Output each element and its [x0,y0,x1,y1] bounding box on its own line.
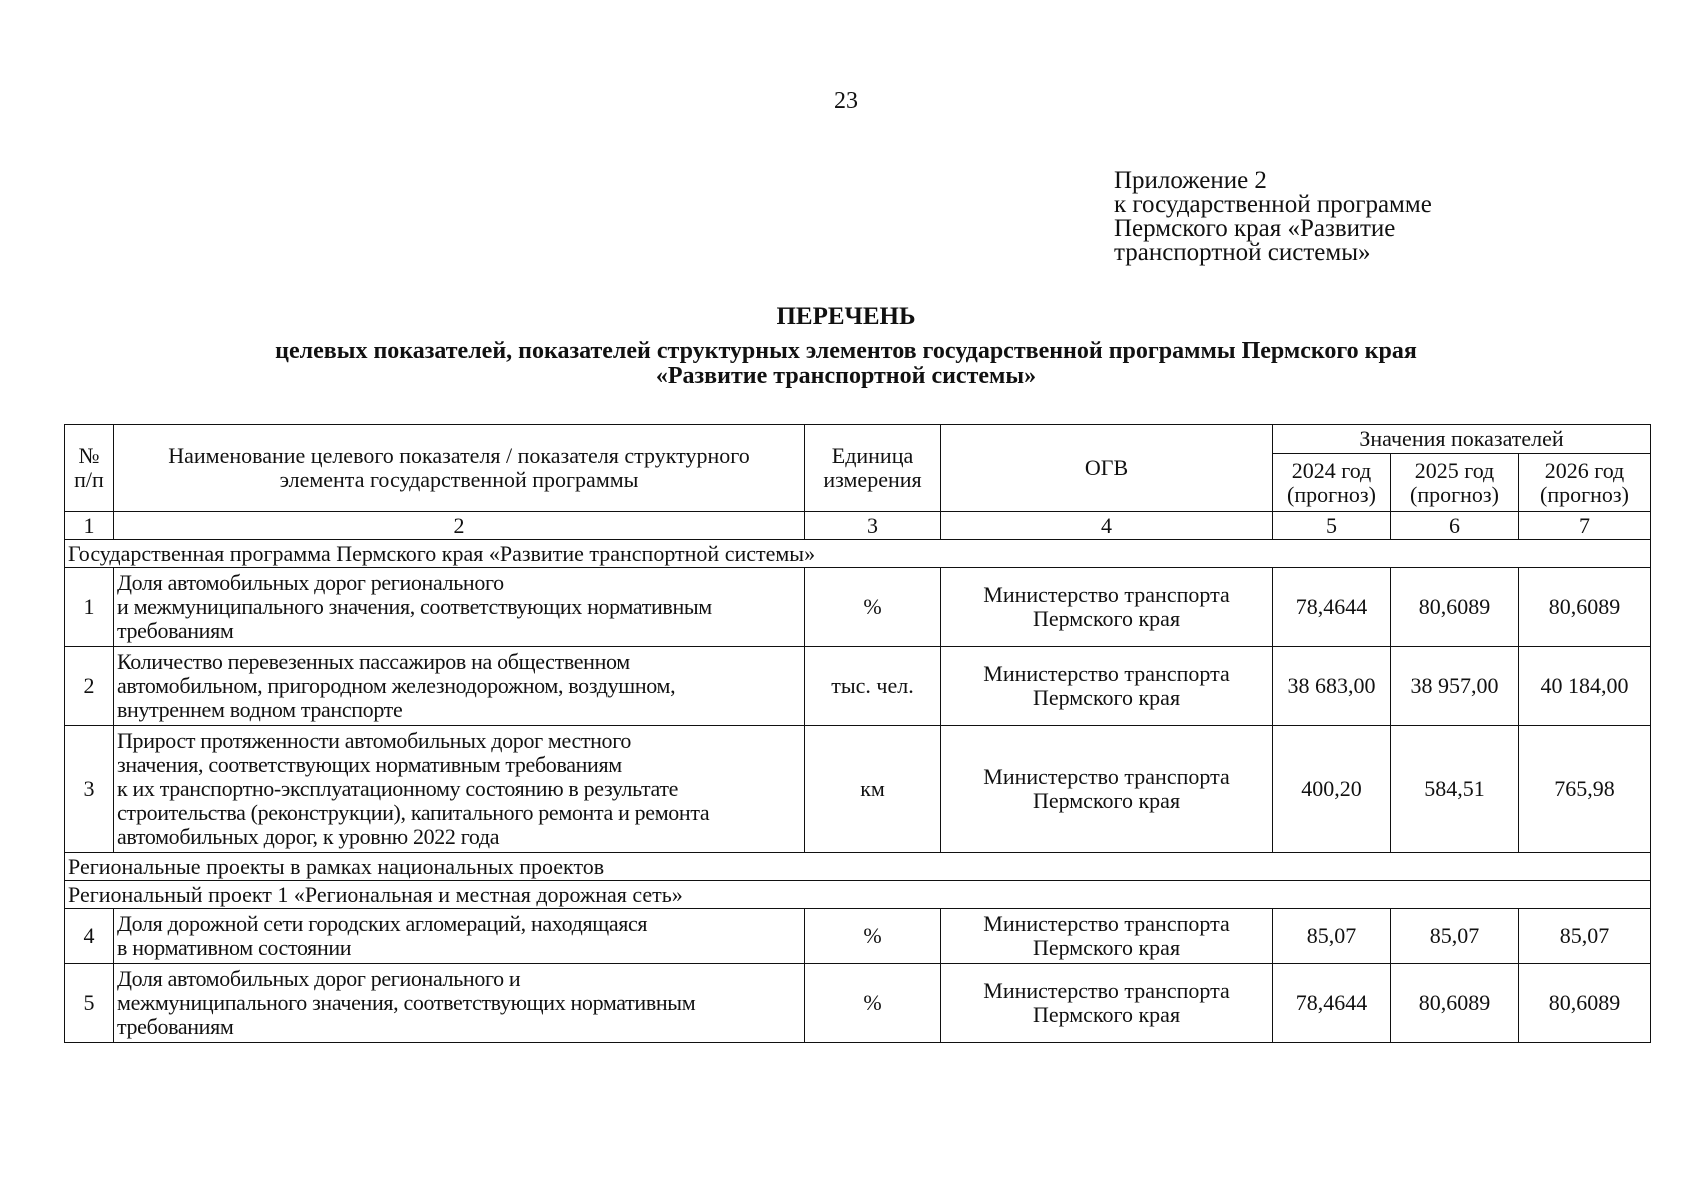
table-row [65,726,1651,853]
indicator-name: Доля дорожной сети городских агломераций, находящаяся в нормативном состоянии [114,909,805,964]
indicator-name: Количество перевезенных пассажиров на общественном автомобильном, пригородном железнодорожном, воздушном, внутреннем водном транспорте [114,647,805,726]
appendix-line: транспортной системы» [1114,239,1371,266]
value-2024: 78,4644 [1273,568,1391,647]
table-row [65,647,1651,726]
row-number: 1 [65,568,114,647]
document-title: ПЕРЕЧЕНЬ [776,303,916,330]
row-number: 3 [65,726,114,853]
ogv-cell: Министерство транспорта Пермского края [941,726,1273,853]
unit-cell: % [805,909,941,964]
ogv-cell: Министерство транспорта Пермского края [941,964,1273,1043]
header-ogv: ОГВ [941,425,1273,512]
value-2025: 80,6089 [1391,568,1519,647]
header-unit: Единица измерения [805,425,941,512]
appendix-line: к государственной программе [1114,191,1432,218]
indicator-name: Доля автомобильных дорог регионального и межмуниципального значения, соответствующих нормативным требованиям [114,964,805,1043]
unit-cell: % [805,964,941,1043]
header-number: № п/п [65,425,114,512]
header-values-group: Значения показателей [1273,425,1651,454]
column-number: 4 [941,512,1273,540]
unit-cell: % [805,568,941,647]
value-2026: 40 184,00 [1519,647,1651,726]
unit-cell: тыс. чел. [805,647,941,726]
ogv-cell: Министерство транспорта Пермского края [941,647,1273,726]
table-row [65,568,1651,647]
row-number: 5 [65,964,114,1043]
column-number: 7 [1519,512,1651,540]
subtitle-line: целевых показателей, показателей структурных элементов государственной программы Пермского края [275,338,1417,364]
header-year-2025: 2025 год (прогноз) [1391,454,1519,512]
value-2026: 80,6089 [1519,964,1651,1043]
column-number: 1 [65,512,114,540]
column-number: 6 [1391,512,1519,540]
header-year-2026: 2026 год (прогноз) [1519,454,1651,512]
header-row [65,425,1651,454]
indicator-name: Прирост протяженности автомобильных дорог местного значения, соответствующих нормативным требованиям к их транспортно-эксплуатационному состоянию в результате строительства (реконструкции), капитального ремонта и ремонта автомобильных дорог, к уровню 2022 года [114,726,805,853]
indicator-name: Доля автомобильных дорог регионального и межмуниципального значения, соответствующих нормативным требованиям [114,568,805,647]
row-number: 4 [65,909,114,964]
ogv-cell: Министерство транспорта Пермского края [941,909,1273,964]
value-2026: 80,6089 [1519,568,1651,647]
header-indicator-name: Наименование целевого показателя / показателя структурного элемента государственной программы [114,425,805,512]
section-row [65,881,1651,909]
page-number: 23 [834,88,858,114]
value-2024: 38 683,00 [1273,647,1391,726]
ogv-cell: Министерство транспорта Пермского края [941,568,1273,647]
row-number: 2 [65,647,114,726]
value-2026: 85,07 [1519,909,1651,964]
column-number: 3 [805,512,941,540]
value-2025: 85,07 [1391,909,1519,964]
table-row [65,909,1651,964]
appendix-line: Приложение 2 [1114,167,1267,194]
document-subtitle [0,339,1692,389]
section-row [65,540,1651,568]
column-number: 5 [1273,512,1391,540]
subtitle-line: «Развитие транспортной системы» [655,363,1037,389]
header-year-2024: 2024 год (прогноз) [1273,454,1391,512]
appendix-line: Пермского края «Развитие [1114,215,1396,242]
value-2024: 85,07 [1273,909,1391,964]
value-2024: 78,4644 [1273,964,1391,1043]
section-title: Государственная программа Пермского края «Развитие транспортной системы» [65,540,1651,568]
value-2024: 400,20 [1273,726,1391,853]
value-2025: 80,6089 [1391,964,1519,1043]
value-2025: 38 957,00 [1391,647,1519,726]
section-title: Региональный проект 1 «Региональная и местная дорожная сеть» [65,881,1651,909]
indicators-table [64,424,1651,1043]
column-numbers-row [65,512,1651,540]
section-title: Региональные проекты в рамках национальных проектов [65,853,1651,881]
table-row [65,964,1651,1043]
section-row [65,853,1651,881]
value-2025: 584,51 [1391,726,1519,853]
unit-cell: км [805,726,941,853]
value-2026: 765,98 [1519,726,1651,853]
appendix-note [1114,169,1432,265]
column-number: 2 [114,512,805,540]
